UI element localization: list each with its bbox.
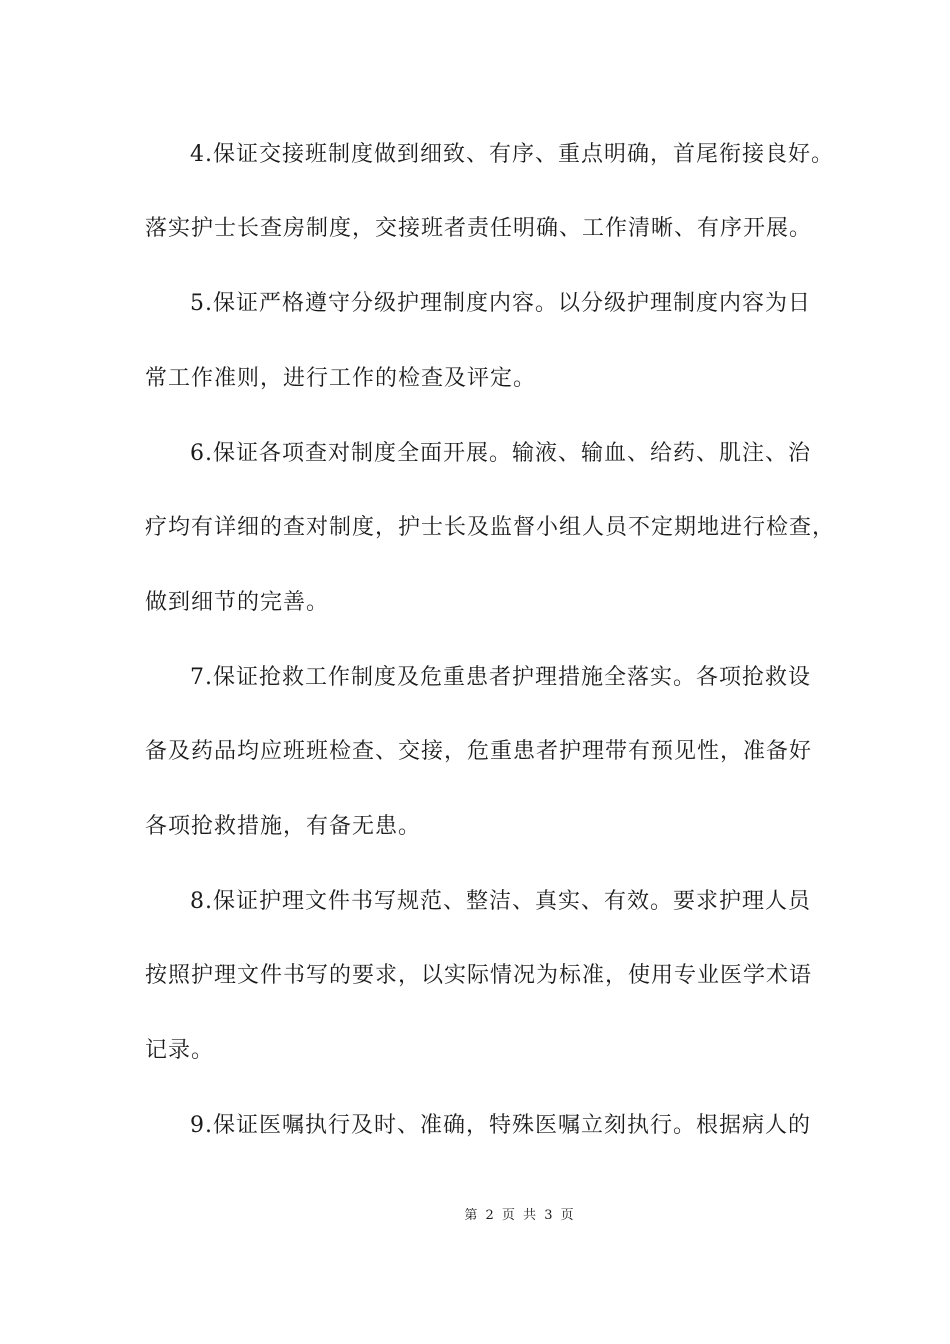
paragraph-5-line-1: 5.保证严格遵守分级护理制度内容。以分级护理制度内容为日 (190, 291, 811, 316)
paragraph-9-line-1: 9.保证医嘱执行及时、准确，特殊医嘱立刻执行。根据病人的 (190, 1113, 811, 1138)
page-number-footer: 第 2 页 共 3 页 (464, 1208, 576, 1223)
paragraph-8-line-1: 8.保证护理文件书写规范、整洁、真实、有效。要求护理人员 (190, 889, 811, 914)
paragraph-7-line-2: 备及药品均应班班检查、交接，危重患者护理带有预见性，准备好 (145, 739, 813, 764)
paragraph-7-line-1: 7.保证抢救工作制度及危重患者护理措施全落实。各项抢救设 (190, 665, 811, 690)
paragraph-6-line-3: 做到细节的完善。 (145, 590, 330, 615)
paragraph-8-line-2: 按照护理文件书写的要求，以实际情况为标准，使用专业医学术语 (145, 963, 813, 988)
paragraph-4-line-1: 4.保证交接班制度做到细致、有序、重点明确，首尾衔接良好。 (190, 142, 834, 167)
paragraph-8-line-3: 记录。 (145, 1038, 215, 1063)
paragraph-6-line-2: 疗均有详细的查对制度，护士长及监督小组人员不定期地进行检查， (145, 515, 836, 540)
paragraph-4-line-2: 落实护士长查房制度，交接班者责任明确、工作清晰、有序开展。 (145, 216, 813, 241)
paragraph-5-line-2: 常工作准则，进行工作的检查及评定。 (145, 366, 537, 391)
paragraph-7-line-3: 各项抢救措施，有备无患。 (145, 814, 422, 839)
paragraph-6-line-1: 6.保证各项查对制度全面开展。输液、输血、给药、肌注、治 (190, 441, 811, 466)
